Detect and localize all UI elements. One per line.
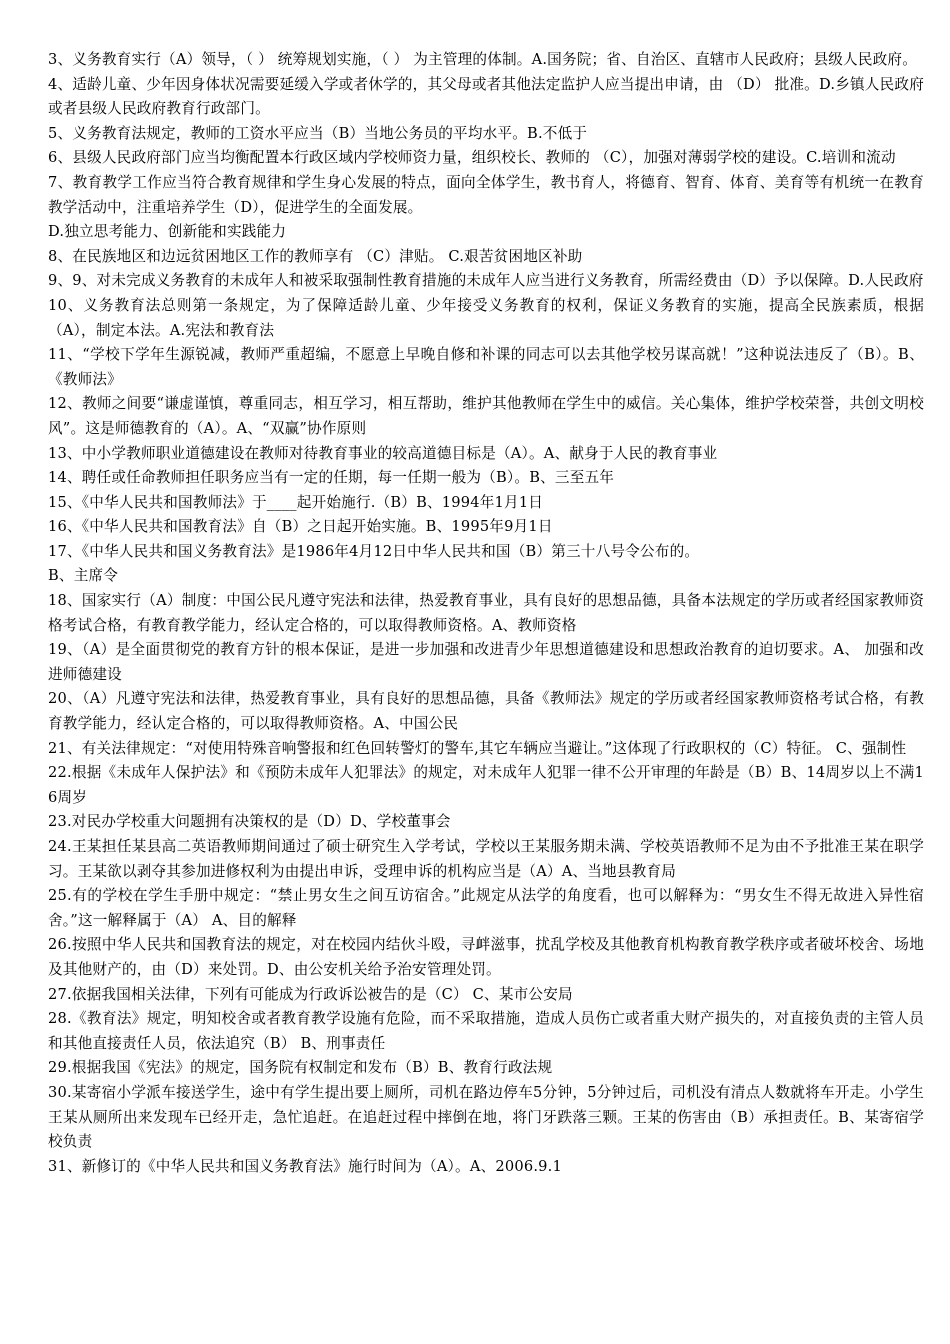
document-page	[48, 48, 924, 1179]
question-14: 14、聘任或任命教师担任职务应当有一定的任期，每一任期一般为（B）。B、三至五年	[48, 469, 615, 487]
question-7: 7、教育教学工作应当符合教育规律和学生身心发展的特点，面向全体学生，教书育人，将德育、智育、体育、美育等有机统一在教育教学活动中，注重培养学生（D），促进学生的全面发展。	[48, 173, 924, 216]
question-30: 30.某寄宿小学派车接送学生，途中有学生提出要上厕所，司机在路边停车5分钟，5分钟过后，司机没有清点人数就将车开走。小学生王某从厕所出来发现车已经开走，急忙追赶。在追赶过程中摔倒在地，将门牙跌落三颗。王某的伤害由（B）承担责任。B、某寄宿学校负责	[48, 1083, 924, 1151]
question-10: 10、义务教育法总则第一条规定，为了保障适龄儿童、少年接受义务教育的权利，保证义务教育的实施，提高全民族素质，根据（A），制定本法。A.宪法和教育法	[48, 296, 924, 339]
question-22: 22.根据《未成年人保护法》和《预防未成年人犯罪法》的规定，对未成年人犯罪一律不公开审理的年龄是（B）B、14周岁以上不满16周岁	[48, 764, 924, 806]
question-18: 18、国家实行（A）制度：中国公民凡遵守宪法和法律，热爱教育事业，具有良好的思想品德，具备本法规定的学历或者经国家教师资格考试合格，有教育教学能力，经认定合格的，可以取得教师资格。A、教师资格	[48, 592, 924, 634]
question-19: 19、（A）是全面贯彻党的教育方针的根本保证，是进一步加强和改进青少年思想道德建设和思想政治教育的迫切要求。A、 加强和改进师德建设	[48, 641, 924, 683]
question-11: 11、“学校下学年生源锐减，教师严重超编，不愿意上早晚自修和补课的同志可以去其他学校另谋高就！”这种说法违反了（B）。B、《教师法》	[48, 346, 924, 388]
question-24: 24.王某担任某县高二英语教师期间通过了硕士研究生入学考试，学校以王某服务期未满、学校英语教师不足为由不予批准王某在职学习。王某欲以剥夺其参加进修权利为由提出申诉，受理申诉的机构应当是（A）A、当地县教育局	[48, 838, 924, 880]
answer-17: B、主席令	[48, 567, 119, 585]
question-27: 27.依据我国相关法律，下列有可能成为行政诉讼被告的是（C） C、某市公安局	[48, 985, 573, 1003]
answer-7: D.独立思考能力、创新能和实践能力	[48, 223, 287, 241]
question-8: 8、在民族地区和边远贫困地区工作的教师享有 （C）津贴。 C.艰苦贫困地区补助	[48, 247, 583, 265]
question-12: 12、教师之间要“谦虚谨慎，尊重同志，相互学习，相互帮助，维护其他教师在学生中的威信。关心集体，维护学校荣誉，共创文明校风”。这是师德教育的（A）。A、“双赢”协作原则	[48, 395, 924, 437]
question-17: 17、《中华人民共和国义务教育法》是1986年4月12日中华人民共和国（B）第三十八号令公布的。	[48, 542, 700, 560]
question-15: 15、《中华人民共和国教师法》于____起开始施行.（B）B、1994年1月1日	[48, 493, 544, 511]
question-28: 28.《教育法》规定，明知校舍或者教育教学设施有危险，而不采取措施，造成人员伤亡或者重大财产损失的，对直接负责的主管人员和其他直接责任人员，依法追究（B） B、刑事责任	[48, 1010, 924, 1052]
question-6: 6、县级人民政府部门应当均衡配置本行政区域内学校师资力量，组织校长、教师的 （C），加强对薄弱学校的建设。C.培训和流动	[48, 149, 896, 167]
question-9: 9、9、对未完成义务教育的未成年人和被采取强制性教育措施的未成年人应当进行义务教育，所需经费由（D）予以保障。D.人民政府	[48, 272, 924, 290]
question-13: 13、中小学教师职业道德建设在教师对待教育事业的较高道德目标是（A）。A、献身于人民的教育事业	[48, 444, 718, 462]
question-4: 4、适龄儿童、少年因身体状况需要延缓入学或者休学的，其父母或者其他法定监护人应当提出申请，由 （D） 批准。D.乡镇人民政府或者县级人民政府教育行政部门。	[48, 75, 924, 118]
question-23: 23.对民办学校重大问题拥有决策权的是（D）D、学校董事会	[48, 813, 451, 831]
question-20: 20、（A）凡遵守宪法和法律，热爱教育事业，具有良好的思想品德，具备《教师法》规定的学历或者经国家教师资格考试合格，有教育教学能力，经认定合格的，可以取得教师资格。A、中国公民	[48, 690, 924, 733]
question-5: 5、义务教育法规定，教师的工资水平应当（B）当地公务员的平均水平。B.不低于	[48, 124, 588, 142]
question-3: 3、义务教育实行（A）领导，（ ） 统筹规划实施，（ ） 为主管理的体制。A.国务院；省、自治区、直辖市人民政府；县级人民政府。	[48, 51, 918, 68]
question-25: 25.有的学校在学生手册中规定：“禁止男女生之间互访宿舍。”此规定从法学的角度看，也可以解释为：“男女生不得无故进入异性宿舍。”这一解释属于（A） A、目的解释	[48, 887, 924, 929]
question-29: 29.根据我国《宪法》的规定，国务院有权制定和发布（B）B、教育行政法规	[48, 1059, 553, 1077]
question-31: 31、新修订的《中华人民共和国义务教育法》施行时间为（A）。A、2006.9.1	[48, 1157, 562, 1175]
question-16: 16、《中华人民共和国教育法》自（B）之日起开始实施。B、1995年9月1日	[48, 518, 553, 536]
question-21: 21、有关法律规定：“对使用特殊音响警报和红色回转警灯的警车,其它车辆应当避让。”这体现了行政职权的（C）特征。 C、强制性	[48, 739, 907, 757]
question-26: 26.按照中华人民共和国教育法的规定，对在校园内结伙斗殴，寻衅滋事，扰乱学校及其他教育机构教育教学秩序或者破坏校舍、场地及其他财产的，由（D）来处罚。D、由公安机关给予治安管理处罚。	[48, 936, 924, 978]
